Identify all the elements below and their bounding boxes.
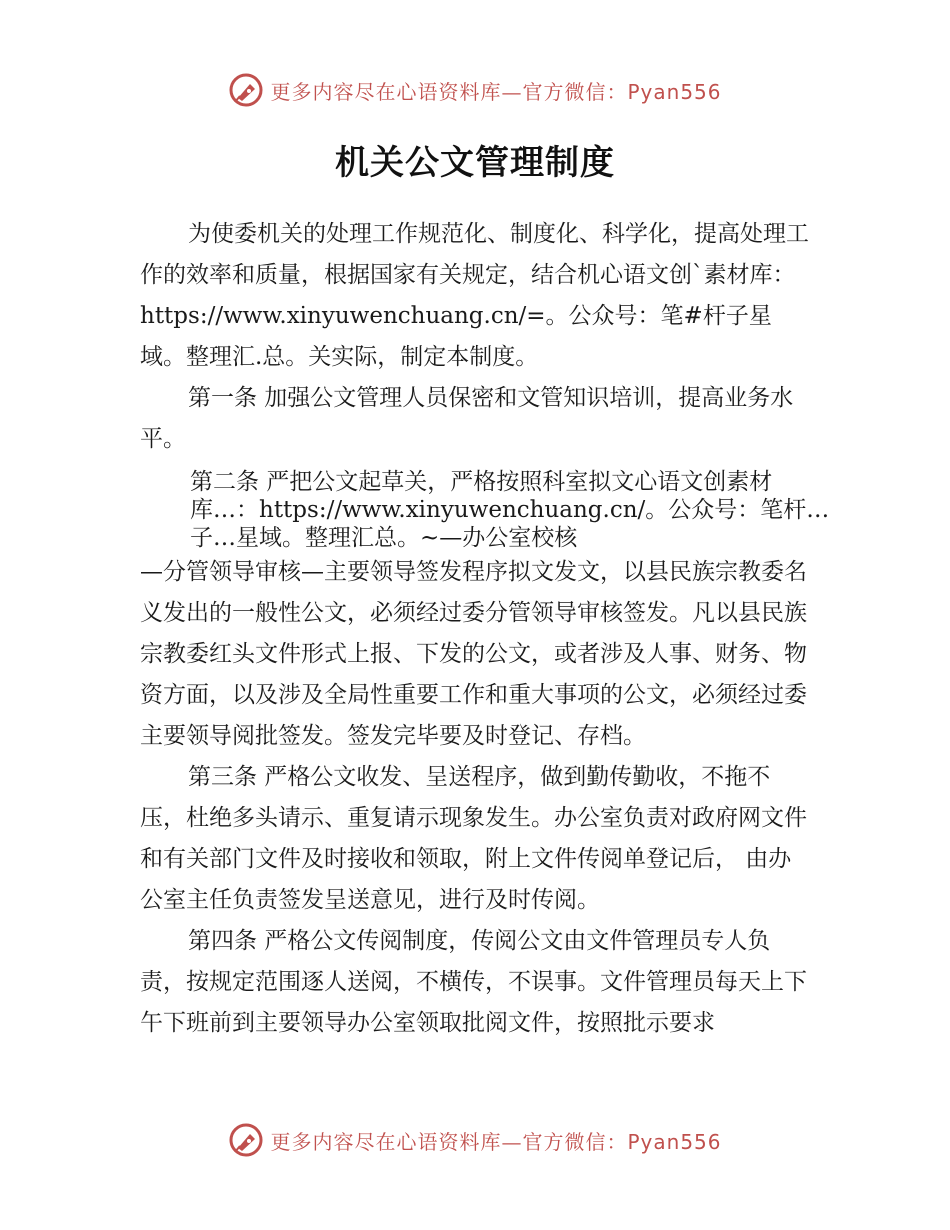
document-title: 机关公文管理制度 xyxy=(335,143,615,183)
document-body xyxy=(140,214,830,1044)
paragraph-article-4: 第四条 严格公文传阅制度，传阅公文由文件管理员专人负责，按规定范围逐人送阅，不横传，不误事。文件管理员每天上下午下班前到主要领导办公室领取批阅文件，按照批示要求 xyxy=(140,928,807,1036)
paragraph-article-2: 第二条 严把公文起草关，严格按照科室拟文心语文创素材库…：https://www.xinyuwenchuang.cn/。公众号：笔杆…子…星域。整理汇总。~—办公室校核 xyxy=(190,469,830,551)
paragraph-article-3: 第三条 严格公文收发、呈送程序，做到勤传勤收，不拖不压，杜绝多头请示、重复请示现象发生。办公室负责对政府网文件和有关部门文件及时接收和领取，附上文件传阅单登记后， 由办公室主任负责签发呈送意见，进行及时传阅。 xyxy=(140,764,807,913)
paragraph-intro-text: 为使委机关的处理工作规范化、制度化、科学化，提高处理工作的效率和质量，根据国家有关规定，结合机心语文创`素材库：https://www.xinyuwenchuang.cn/=。公众号：笔#杆子星域。整理汇.总。关实际，制定本制度。 xyxy=(140,221,809,370)
paragraph-article-2-continued: —分管领导审核—主要领导签发程序拟文发文，以县民族宗教委名义发出的一般性公文，必须经过委分管领导审核签发。凡以县民族宗教委红头文件形式上报、下发的公文，或者涉及人事、财务、物资方面，以及涉及全局性重要工作和重大事项的公文，必须经过委主要领导阅批签发。签发完毕要及时登记、存档。 xyxy=(140,559,807,749)
paragraph-intro xyxy=(140,214,810,378)
watermark-text: 更多内容尽在心语资料库—官方微信： xyxy=(270,79,628,104)
pen-nib-logo-icon xyxy=(228,1122,264,1158)
watermark-text: 更多内容尽在心语资料库—官方微信： xyxy=(270,1129,628,1154)
watermark-footer xyxy=(0,1118,950,1162)
pen-nib-logo-icon xyxy=(228,72,264,108)
watermark-wechat: Pyan556 xyxy=(627,1129,722,1154)
watermark-wechat: Pyan556 xyxy=(627,79,722,104)
watermark-header xyxy=(0,68,950,112)
paragraph-article-1: 第一条 加强公文管理人员保密和文管知识培训，提高业务水平。 xyxy=(140,385,794,452)
